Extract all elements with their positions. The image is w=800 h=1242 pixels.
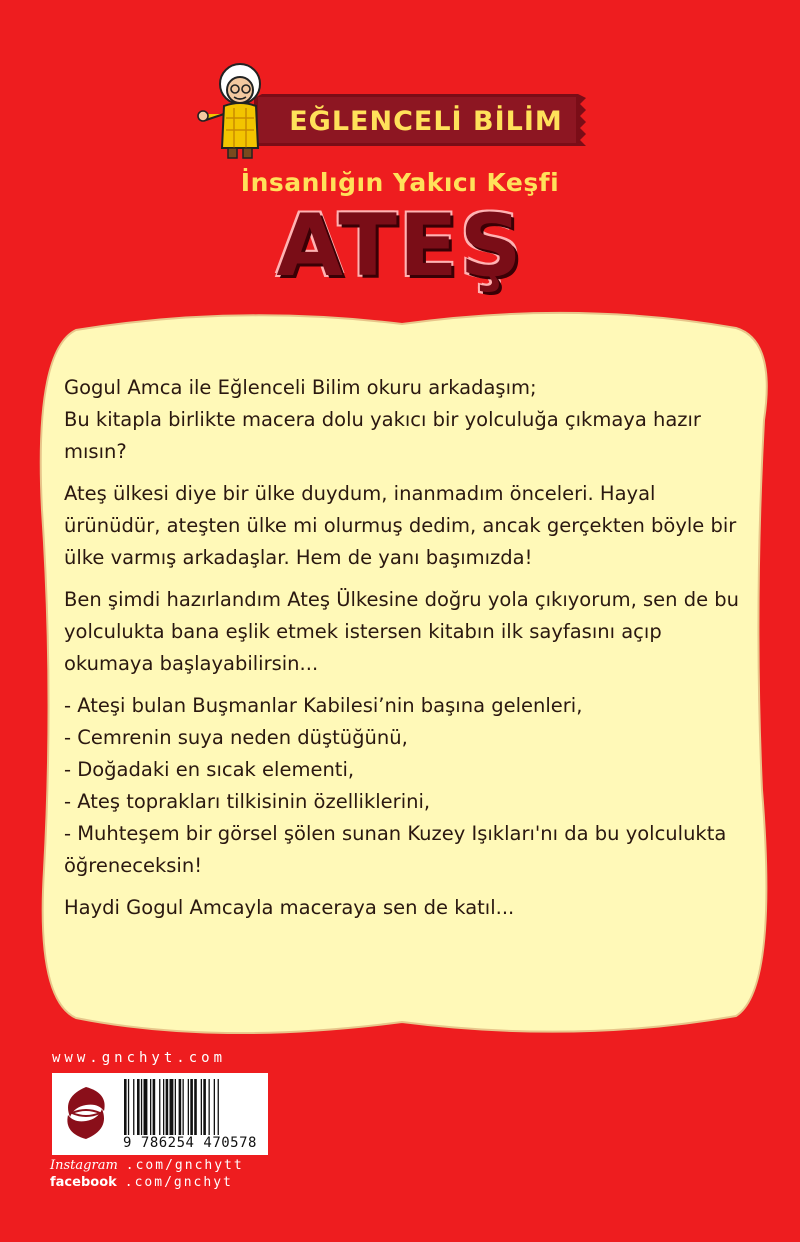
book-subtitle: İnsanlığın Yakıcı Keşfi [240,168,560,197]
blurb-intro-line2: Bu kitapla birlikte macera dolu yakıcı bir yolculuğa çıkmaya hazır mısın? [64,408,701,463]
professor-mascot-icon [196,62,276,162]
facebook-handle: .com/gnchyt [124,1175,233,1190]
book-title: ATEŞ [276,196,524,296]
series-title: EĞLENCELİ BİLİM [289,106,563,137]
blurb-closing: Haydi Gogul Amcayla maceraya sen de katıl... [64,896,515,919]
facebook-link[interactable] [50,1175,233,1190]
blurb-intro-line1: Gogul Amca ile Eğlenceli Bilim okuru arkadaşım; [64,376,537,399]
publisher-website: www.gnchyt.com [52,1050,227,1066]
instagram-label: Instagram [50,1158,118,1173]
list-item: - Ateş toprakları tilkisinin özelliklerini, [64,790,431,813]
instagram-handle: .com/gnchytt [125,1158,244,1173]
list-item: - Muhteşem bir görsel şölen sunan Kuzey Işıkları'nı da bu yolculukta öğreneceksin! [64,822,727,877]
list-item: - Ateşi bulan Buşmanlar Kabilesi’nin başına gelenleri, [64,694,583,717]
series-banner [196,62,588,162]
blurb-list [64,690,744,882]
barcode-panel [52,1073,268,1155]
list-item: - Cemrenin suya neden düştüğünü, [64,726,408,749]
facebook-label: facebook [50,1175,117,1190]
blurb-paragraph-3: Ben şimdi hazırlandım Ateş Ülkesine doğru yola çıkıyorum, sen de bu yolculukta bana eşlik etmek istersen kitabın ilk sayfasını açıp okumaya başlayabilirsin... [64,588,740,675]
blurb-paragraph-2: Ateş ülkesi diye bir ülke duydum, inanmadım önceleri. Hayal ürünüdür, ateşten ülke mi olurmuş dedim, ancak gerçekten böyle bir ülke varmış arkadaşlar. Hem de yanı başımızda! [64,482,737,569]
isbn-number: 9 786254 470578 [123,1135,257,1151]
publisher-logo-icon [58,1083,114,1143]
barcode-icon [122,1079,262,1135]
instagram-link[interactable] [50,1158,244,1173]
list-item: - Doğadaki en sıcak elementi, [64,758,355,781]
blurb-intro [64,372,744,468]
blurb-text [64,372,744,934]
